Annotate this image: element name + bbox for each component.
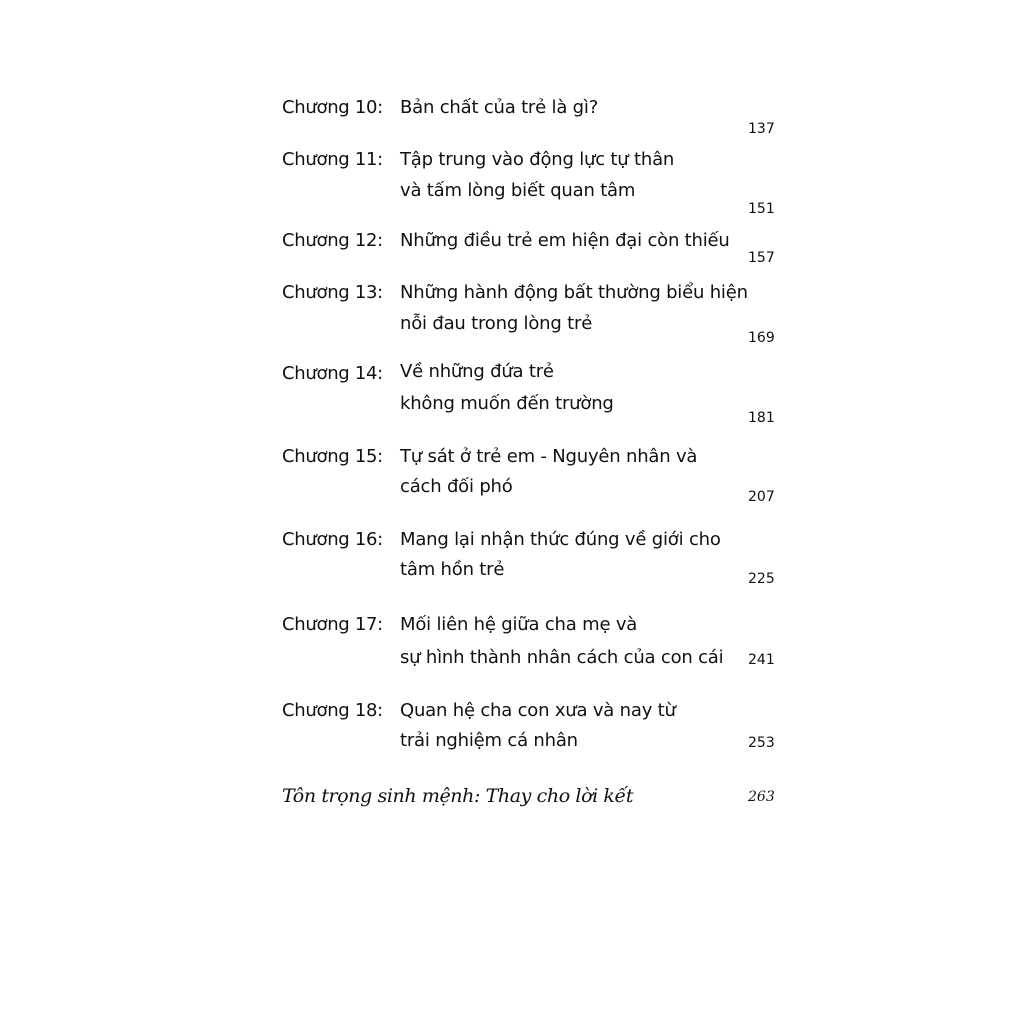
chapter-title-line: Mang lại nhận thức đúng về giới cho [400, 529, 721, 550]
page-number: 263 [748, 789, 775, 805]
chapter-title-line: Những điều trẻ em hiện đại còn thiếu [400, 230, 730, 251]
chapter-label: Chương 11: [282, 149, 383, 170]
chapter-label: Chương 12: [282, 230, 383, 251]
chapter-title-line: Những hành động bất thường biểu hiện [400, 282, 748, 303]
chapter-title-line: Tập trung vào động lực tự thân [400, 149, 675, 170]
chapter-label: Chương 14: [282, 363, 383, 384]
chapter-label: Chương 16: [282, 529, 383, 550]
page-number: 253 [748, 735, 775, 751]
chapter-title-line: cách đối phó [400, 476, 513, 497]
chapter-title-line: và tấm lòng biết quan tâm [400, 180, 636, 201]
chapter-label: Chương 10: [282, 97, 383, 118]
page-number: 207 [748, 489, 775, 505]
page-number: 169 [748, 330, 775, 346]
page-number: 151 [748, 201, 775, 217]
page-number: 225 [748, 571, 775, 587]
chapter-title-line: tâm hồn trẻ [400, 559, 505, 580]
page-number: 137 [748, 121, 775, 137]
chapter-title-line: trải nghiệm cá nhân [400, 730, 578, 751]
chapter-title-line: Mối liên hệ giữa cha mẹ và [400, 614, 638, 635]
chapter-title-line: không muốn đến trường [400, 393, 614, 414]
page-number: 241 [748, 652, 775, 668]
chapter-title-line: sự hình thành nhân cách của con cái [400, 647, 724, 668]
chapter-title-line: nỗi đau trong lòng trẻ [400, 313, 593, 334]
page-number: 181 [748, 410, 775, 426]
page-number: 157 [748, 250, 775, 266]
chapter-title-line: Quan hệ cha con xưa và nay từ [400, 700, 676, 721]
chapter-label: Chương 17: [282, 614, 383, 635]
chapter-label: Chương 18: [282, 700, 383, 721]
chapter-label: Chương 13: [282, 282, 383, 303]
closing-title: Tôn trọng sinh mệnh: Thay cho lời kết [282, 785, 634, 807]
chapter-title-line: Tự sát ở trẻ em - Nguyên nhân và [400, 446, 698, 467]
chapter-title-line: Bản chất của trẻ là gì? [400, 97, 599, 118]
chapter-label: Chương 15: [282, 446, 383, 467]
chapter-title-line: Về những đứa trẻ [400, 361, 554, 382]
